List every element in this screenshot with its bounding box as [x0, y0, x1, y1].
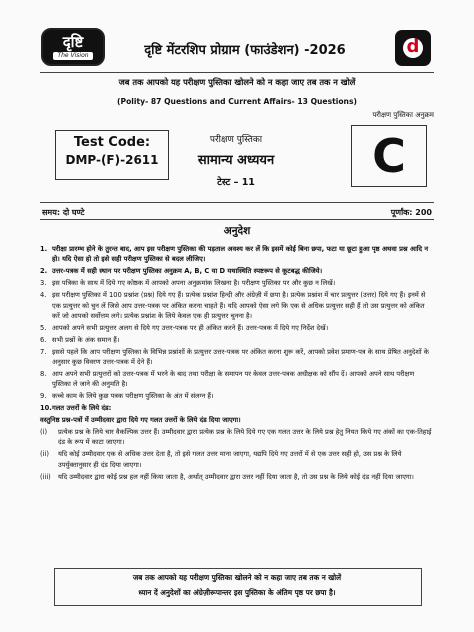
logo-text: दृष्टि — [62, 33, 84, 51]
instruction-item: 10. गलत उत्तरों के लिये दंड: — [40, 404, 112, 413]
program-title: दृष्टि मेंटरशिप प्रोग्राम (फाउंडेशन) -2026 — [144, 43, 346, 58]
penalty-item: (i) प्रत्येक प्रश्न के लिये चार वैकल्पिक उत्तर हैं। उम्मीदवार द्वारा प्रत्येक प्रश्न के लिये दिये गए एक गलत उत्तर के लिये प्रश्न हेतु नियत किये गए अंकों का एक-तिहाई दंड के रूप में काटा जाएगा। — [40, 428, 432, 447]
booklet-label: परीक्षण पुस्तिका — [209, 135, 263, 145]
test-code-label: Test Code: — [73, 135, 151, 150]
series-letter-box: C — [351, 125, 427, 187]
penalty-item: (ii) यदि कोई उम्मीदवार एक से अधिक उत्तर देता है, तो इसे गलत उत्तर माना जाएगा, यद्यपि दिये गए उत्तरों में से एक उत्तर सही हो, उस प्रश्न के लिये उपर्युक्तानुसार ही दंड दिया जाएगा। — [40, 450, 402, 469]
english-version-note: ध्यान दें अनुदेशों का अंग्रेज़ीरूपान्तर इस पुस्तिका के अंतिम पृष्ठ पर छपा है। — [138, 588, 336, 597]
divider — [40, 202, 434, 203]
test-number: टेस्ट – 11 — [217, 177, 255, 188]
question-distribution: (Polity- 87 Questions and Current Affairs- 13 Questions) — [117, 97, 357, 106]
series-label: परीक्षण पुस्तिका अनुक्रम — [372, 111, 434, 119]
penalty-intro: वस्तुनिष्ठ प्रश्न-पत्रों में उम्मीदवार द्वारा दिये गए गलत उत्तरों के लिये दंड दिया जाएगा। — [40, 416, 241, 425]
do-not-open-notice-bottom: जब तक आपको यह परीक्षण पुस्तिका खोलने को न कहा जाए तब तक न खोलें — [132, 573, 342, 582]
penalty-item: (iii) यदि उम्मीदवार द्वारा कोई प्रश्न हल नहीं किया जाता है, अर्थात् उम्मीदवार द्वारा उत्तर नहीं दिया जाता है, तो उस प्रश्न के लिये कोई दंड नहीं दिया जाएगा। — [40, 472, 414, 481]
instruction-item: 7. इससे पहले कि आप परीक्षण पुस्तिका के विभिन्न प्रश्नांशों के प्रत्युत्तर उत्तर-पत्रक पर अंकित करना शुरू करें, आपको प्रवेश प्रमाण-पत्र के साथ प्रेषित अनुदेशों के अनुसार कुछ विवरण उत्तर-पत्रक में देने हैं। — [40, 347, 429, 367]
instruction-item: 6. सभी प्रश्नों के अंक समान हैं। — [40, 335, 120, 344]
subject-title: सामान्य अध्ययन — [197, 153, 275, 168]
maximum-marks: पूर्णांक: 200 — [390, 208, 432, 217]
app-logo-letter: d — [406, 36, 420, 57]
instructions-list — [40, 244, 434, 484]
time-allowed: समय: दो घण्टे — [42, 208, 85, 217]
app-logo-icon — [395, 30, 431, 66]
logo-tagline: The Vision — [53, 52, 93, 60]
divider — [40, 219, 434, 220]
instruction-item: 8. आप अपने सभी प्रत्युत्तरों को उत्तर-पत्रक में भरने के बाद तथा परीक्षा के समापन पर केवल उत्तर-पत्रक अधीक्षक को सौंप दें। आपको अपने साथ परीक्षण पुस्तिका ले जाने की अनुमति है। — [40, 369, 415, 389]
instruction-item: 9. कच्चे काम के लिये कुछ पत्रक परीक्षण पुस्तिका के अंत में संलग्न हैं। — [40, 392, 214, 401]
test-code-box — [55, 130, 169, 180]
instructions-heading: अनुदेश — [223, 225, 251, 237]
instruction-item: 4. इस परीक्षण पुस्तिका में 100 प्रश्नांश (प्रश्न) दिये गए हैं। प्रत्येक प्रश्नांश हिन्दी और अंग्रेज़ी में छपा है। प्रत्येक प्रश्नांश में चार प्रत्युत्तर (उत्तर) दिये गए हैं। इनमें से एक प्रत्युत्तर को चुन लें जिसे आप उत्तर-पत्रक पर अंकित करना चाहते हैं। यदि आपको ऐसा लगे कि एक से अधिक प्रत्युत्तर सही हैं तो उस प्रत्युत्तर को अंकित करें जो आपको सर्वोत्तम लगे। प्रत्येक प्रश्नांश के लिये केवल एक ही प्रत्युत्तर चुनना है। — [40, 291, 426, 320]
divider — [40, 72, 434, 73]
instruction-item: 1. परीक्षा प्रारम्भ होने के तुरन्त बाद, आप इस परीक्षण पुस्तिका की पड़ताल अवश्य कर लें कि इसमें कोई बिना छपा, फटा या छूटा हुआ पृष्ठ अथवा प्रश्न आदि न हो। यदि ऐसा हो तो इसे सही परीक्षण पुस्तिका से बदल लीजिए। — [40, 245, 429, 264]
instruction-item: 5. आपको अपने सभी प्रत्युत्तर अलग से दिये गए उत्तर-पत्रक पर ही अंकित करने हैं। उत्तर-पत्रक में दिये गए निर्देश देखें। — [40, 323, 329, 332]
drishti-logo — [41, 28, 105, 66]
do-not-open-notice: जब तक आपको यह परीक्षण पुस्तिका खोलने को न कहा जाए तब तक न खोलें — [118, 77, 356, 87]
instruction-item: 3. इस पत्रिका के साथ में दिये गए कोष्ठक में आपको अपना अनुक्रमांक लिखना है। परीक्षण पुस्तिका पर और कुछ न लिखें। — [40, 279, 336, 288]
instruction-item: 2. उत्तर-पत्रक में सही स्थान पर परीक्षण पुस्तिका अनुक्रम A, B, C या D यथास्थिति स्पष्टरूप से कूटबद्ध कीजिये। — [40, 267, 323, 276]
test-code-value: DMP-(F)-2611 — [65, 153, 159, 167]
